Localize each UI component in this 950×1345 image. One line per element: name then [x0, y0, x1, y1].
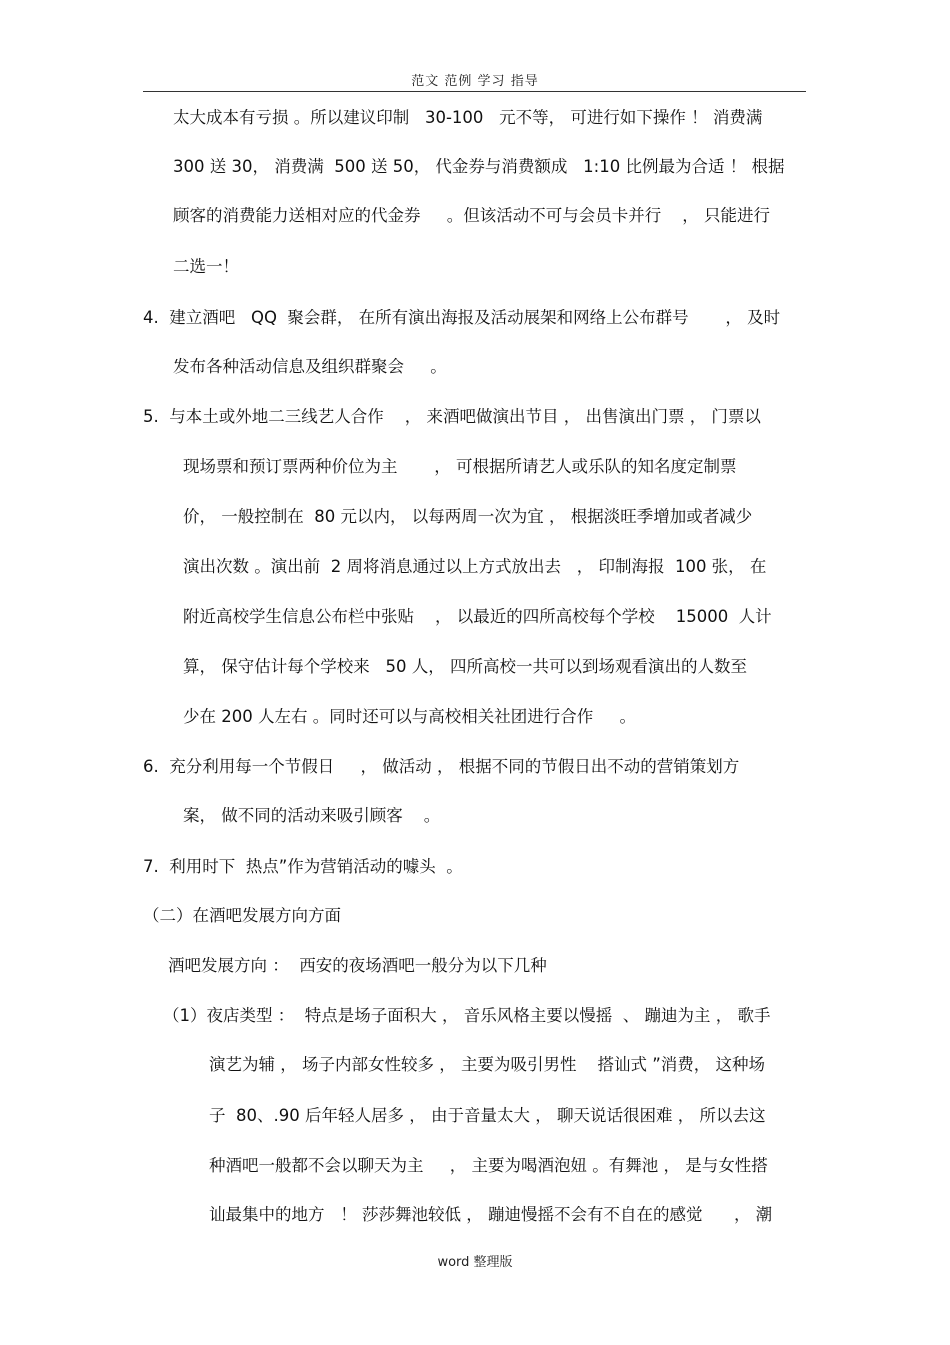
text-line: 演出次数 。演出前 2 周将消息通过以上方式放出去 ， 印制海报 100 张， 在	[183, 557, 767, 576]
text-line: 发布各种活动信息及组织群聚会 。	[173, 357, 447, 376]
page-header: 范文 范例 学习 指导	[411, 74, 539, 89]
text-line: 顾客的消费能力送相对应的代金券 。但该活动不可与会员卡并行 ， 只能进行	[173, 206, 770, 225]
header-divider	[143, 91, 806, 92]
list-item: 7. 利用时下 热点”作为营销活动的噱头 。	[143, 857, 463, 876]
text-line: 子 80、.90 后年轻人居多 ， 由于音量太大 ， 聊天说话很困难 ， 所以去这	[209, 1106, 766, 1125]
list-item: 4. 建立酒吧 QQ 聚会群， 在所有演出海报及活动展架和网络上公布群号 ， 及时	[143, 308, 781, 327]
text-line: 300 送 30， 消费满 500 送 50， 代金券与消费额成 1:10 比例最为合适 ！ 根据	[173, 157, 785, 176]
text-line: 酒吧发展方向 ： 西安的夜场酒吧一般分为以下几种	[168, 956, 547, 975]
text-line: 太大成本有亏损 。所以建议印制 30-100 元不等， 可进行如下操作 ！ 消费满	[173, 108, 763, 127]
list-item: 6. 充分利用每一个节假日 ， 做活动 ， 根据不同的节假日出不动的营销策划方	[143, 757, 740, 776]
text-line: 现场票和预订票两种价位为主 ， 可根据所请艺人或乐队的知名度定制票	[183, 457, 737, 476]
section-heading: （二）在酒吧发展方向方面	[143, 906, 341, 925]
text-line: 少在 200 人左右 。同时还可以与高校相关社团进行合作 。	[183, 707, 636, 726]
list-item: 5. 与本土或外地二三线艺人合作 ， 来酒吧做演出节目 ， 出售演出门票 ， 门票以	[143, 407, 761, 426]
text-line: 讪最集中的地方 ！ 莎莎舞池较低 ， 蹦迪慢摇不会有不自在的感觉 ， 潮	[209, 1205, 773, 1224]
list-item: （1）夜店类型 ： 特点是场子面积大 ， 音乐风格主要以慢摇 、 蹦迪为主 ， 歌手	[163, 1006, 771, 1025]
text-line: 价， 一般控制在 80 元以内， 以每两周一次为宜 ， 根据淡旺季增加或者减少	[183, 507, 753, 526]
text-line: 附近高校学生信息公布栏中张贴 ， 以最近的四所高校每个学校 15000 人计	[183, 607, 772, 626]
text-line: 二选一！	[173, 257, 239, 276]
text-line: 种酒吧一般都不会以聊天为主 ， 主要为喝酒泡妞 。有舞池 ， 是与女性搭	[209, 1156, 768, 1175]
text-line: 演艺为辅 ， 场子内部女性较多 ， 主要为吸引男性 搭讪式 ”消费， 这种场	[209, 1055, 765, 1074]
text-line: 案， 做不同的活动来吸引顾客 。	[183, 806, 441, 825]
text-line: 算， 保守估计每个学校来 50 人， 四所高校一共可以到场观看演出的人数至	[183, 657, 747, 676]
page-footer: word 整理版	[437, 1255, 513, 1270]
